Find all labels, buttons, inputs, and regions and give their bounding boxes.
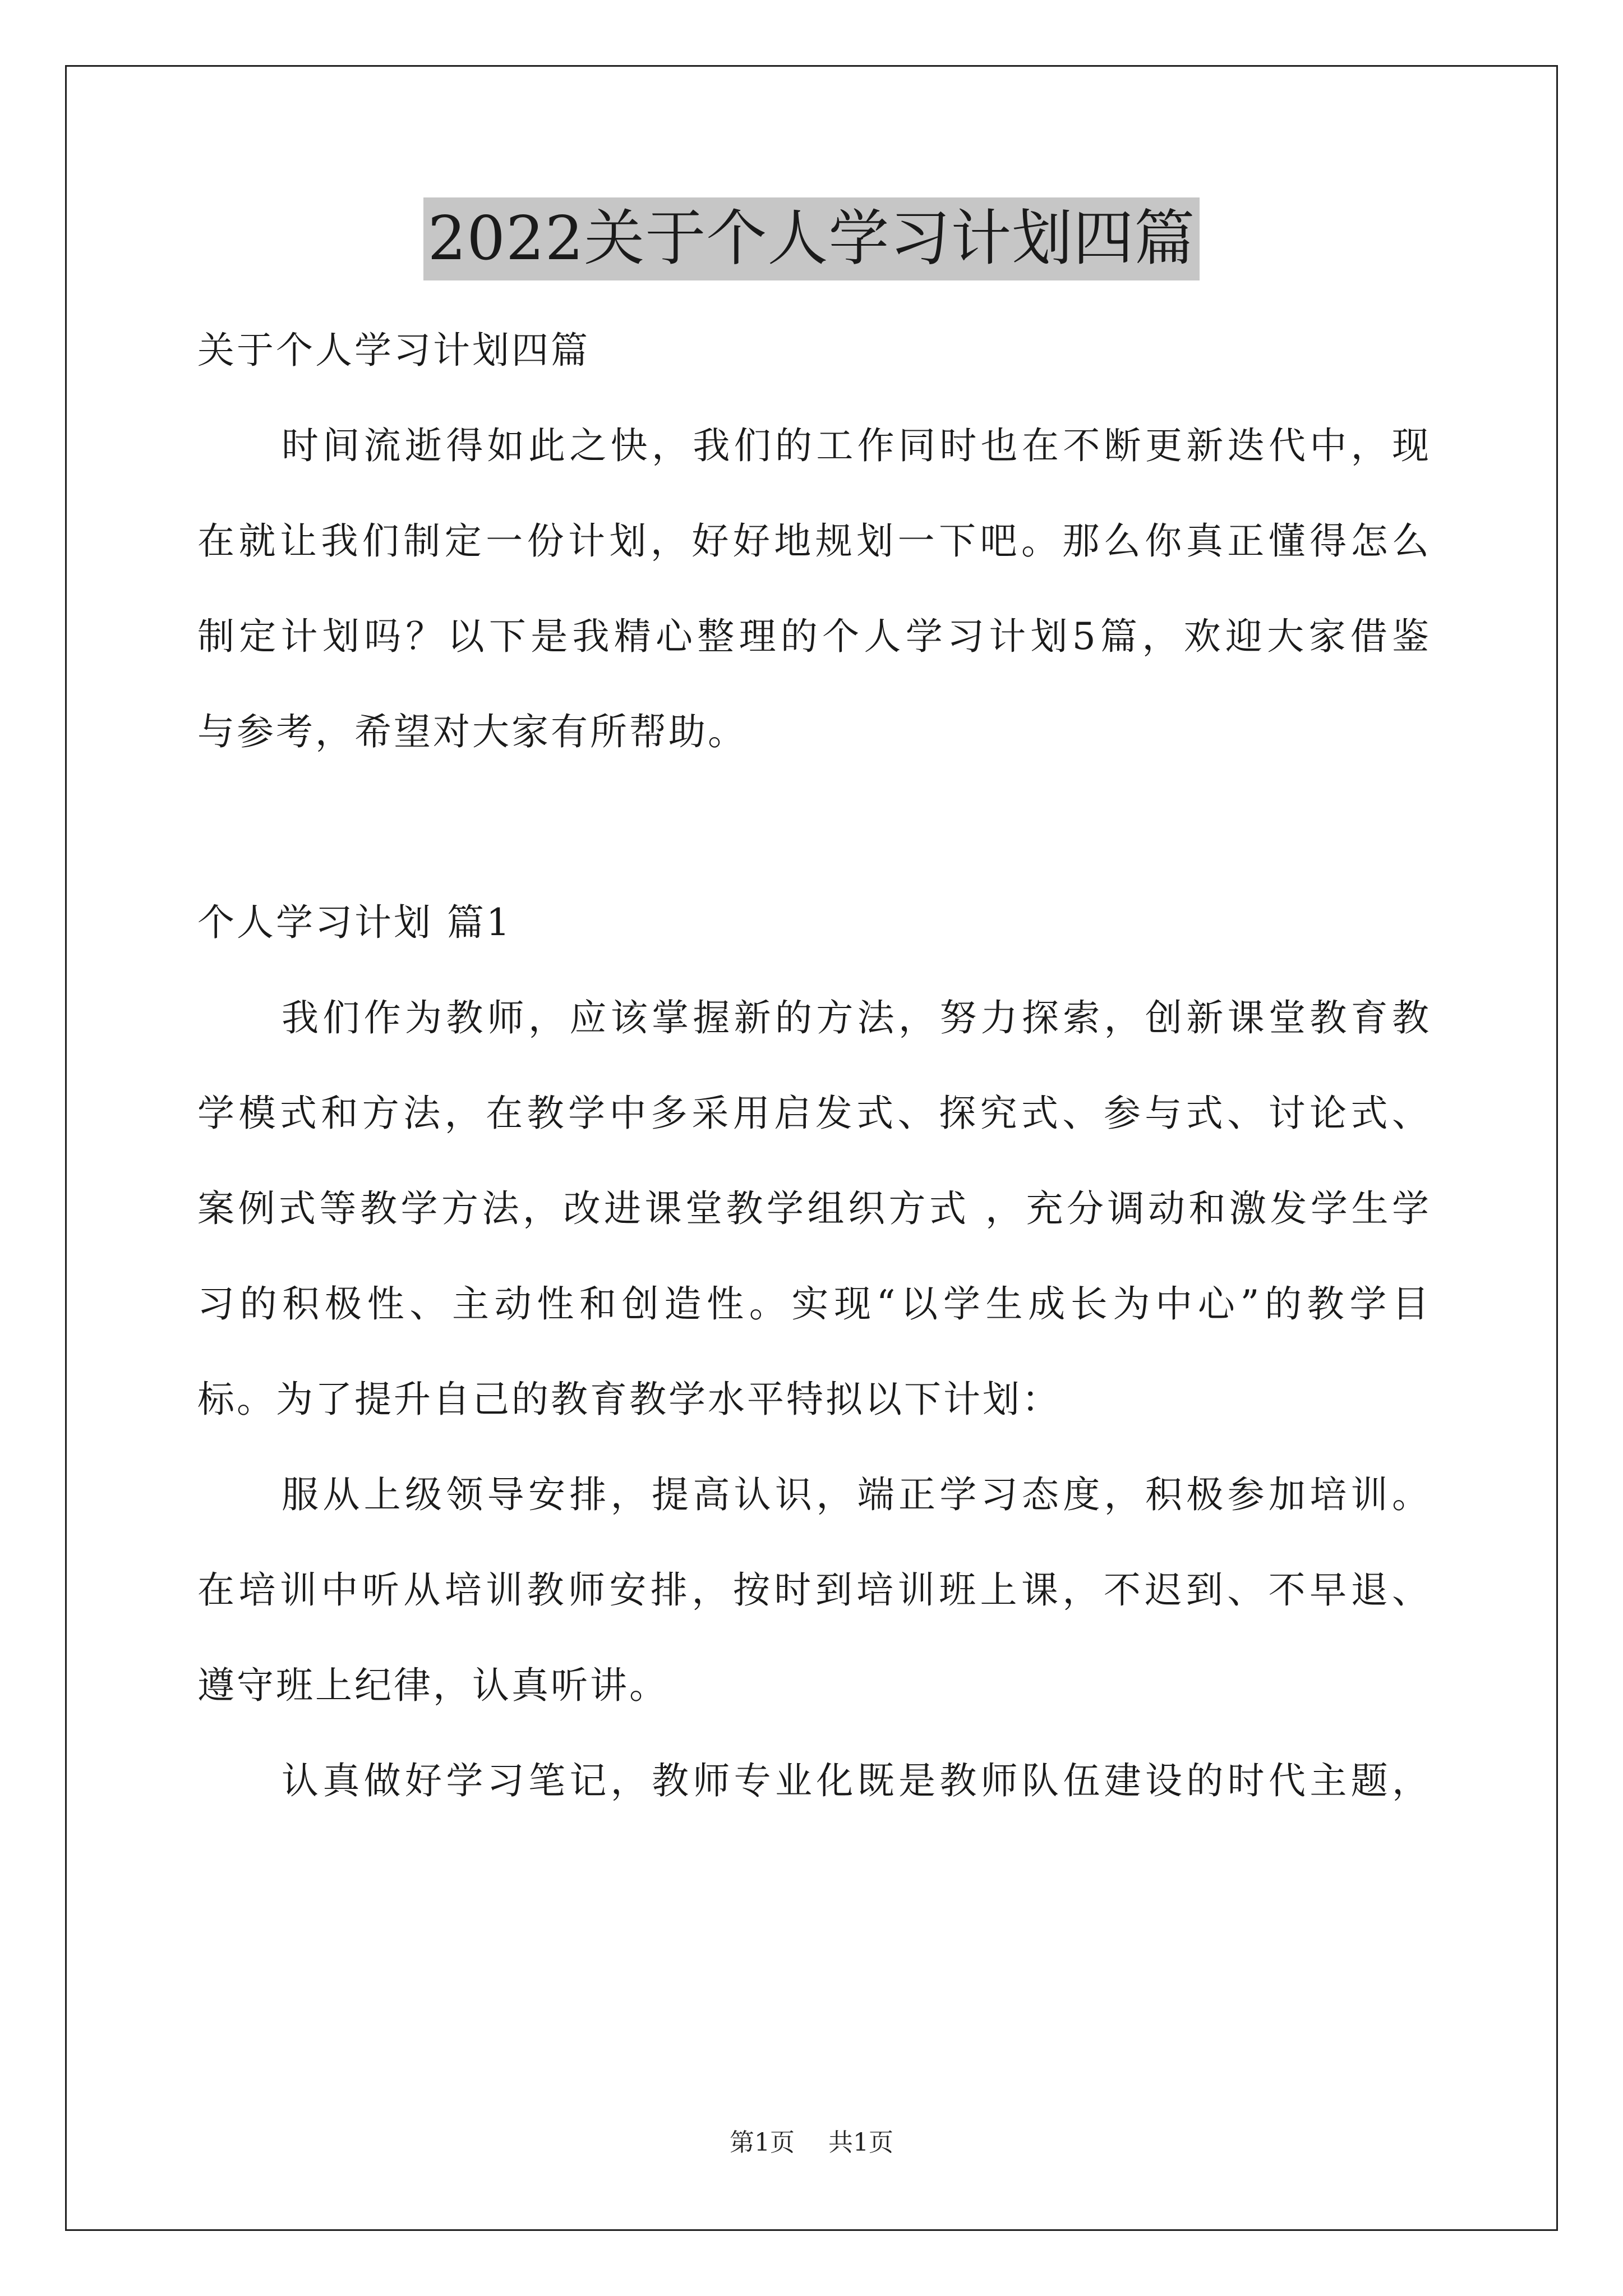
paragraph-line: 习的积极性、主动性和创造性。实现“以学生成长为中心”的教学目 [197,1282,1431,1326]
title-container [0,197,1623,280]
paragraph-gap [197,780,1431,875]
paragraph-line: 案例式等教学方法，改进课堂教学组织方式 ，充分调动和激发学生学 [197,1187,1431,1230]
paragraph-line: 标。为了提升自己的教育教学水平特拟以下计划： [197,1378,1061,1421]
page-footer [0,2126,1623,2160]
section-heading: 个人学习计划 篇1 [197,901,512,944]
intro-line: 在就让我们制定一份计划，好好地规划一下吧。那么你真正懂得怎么 [197,519,1431,563]
intro-line: 时间流逝得如此之快，我们的工作同时也在不断更新迭代中，现 [282,424,1431,467]
paragraph-line: 学模式和方法，在教学中多采用启发式、探究式、参与式、讨论式、 [197,1092,1431,1135]
intro-line: 与参考，希望对大家有所帮助。 [197,710,747,753]
paragraph-line: 在培训中听从培训教师安排，按时到培训班上课，不迟到、不早退、 [197,1568,1431,1612]
paragraph-line: 认真做好学习笔记，教师专业化既是教师队伍建设的时代主题， [282,1759,1431,1802]
intro-line: 制定计划吗？以下是我精心整理的个人学习计划5篇，欢迎大家借鉴 [197,615,1431,658]
document-body [197,303,1431,1829]
paragraph-line: 我们作为教师，应该掌握新的方法，努力探索，创新课堂教育教 [282,996,1431,1039]
paragraph-line: 服从上级领导安排，提高认识，端正学习态度，积极参加培训。 [282,1473,1431,1516]
document-title: 2022关于个人学习计划四篇 [423,197,1200,280]
paragraph-line: 遵守班上纪律，认真听讲。 [197,1664,668,1707]
page-number: 第1页 [730,2128,795,2157]
page-total: 共1页 [828,2128,893,2157]
document-subtitle: 关于个人学习计划四篇 [197,329,590,372]
